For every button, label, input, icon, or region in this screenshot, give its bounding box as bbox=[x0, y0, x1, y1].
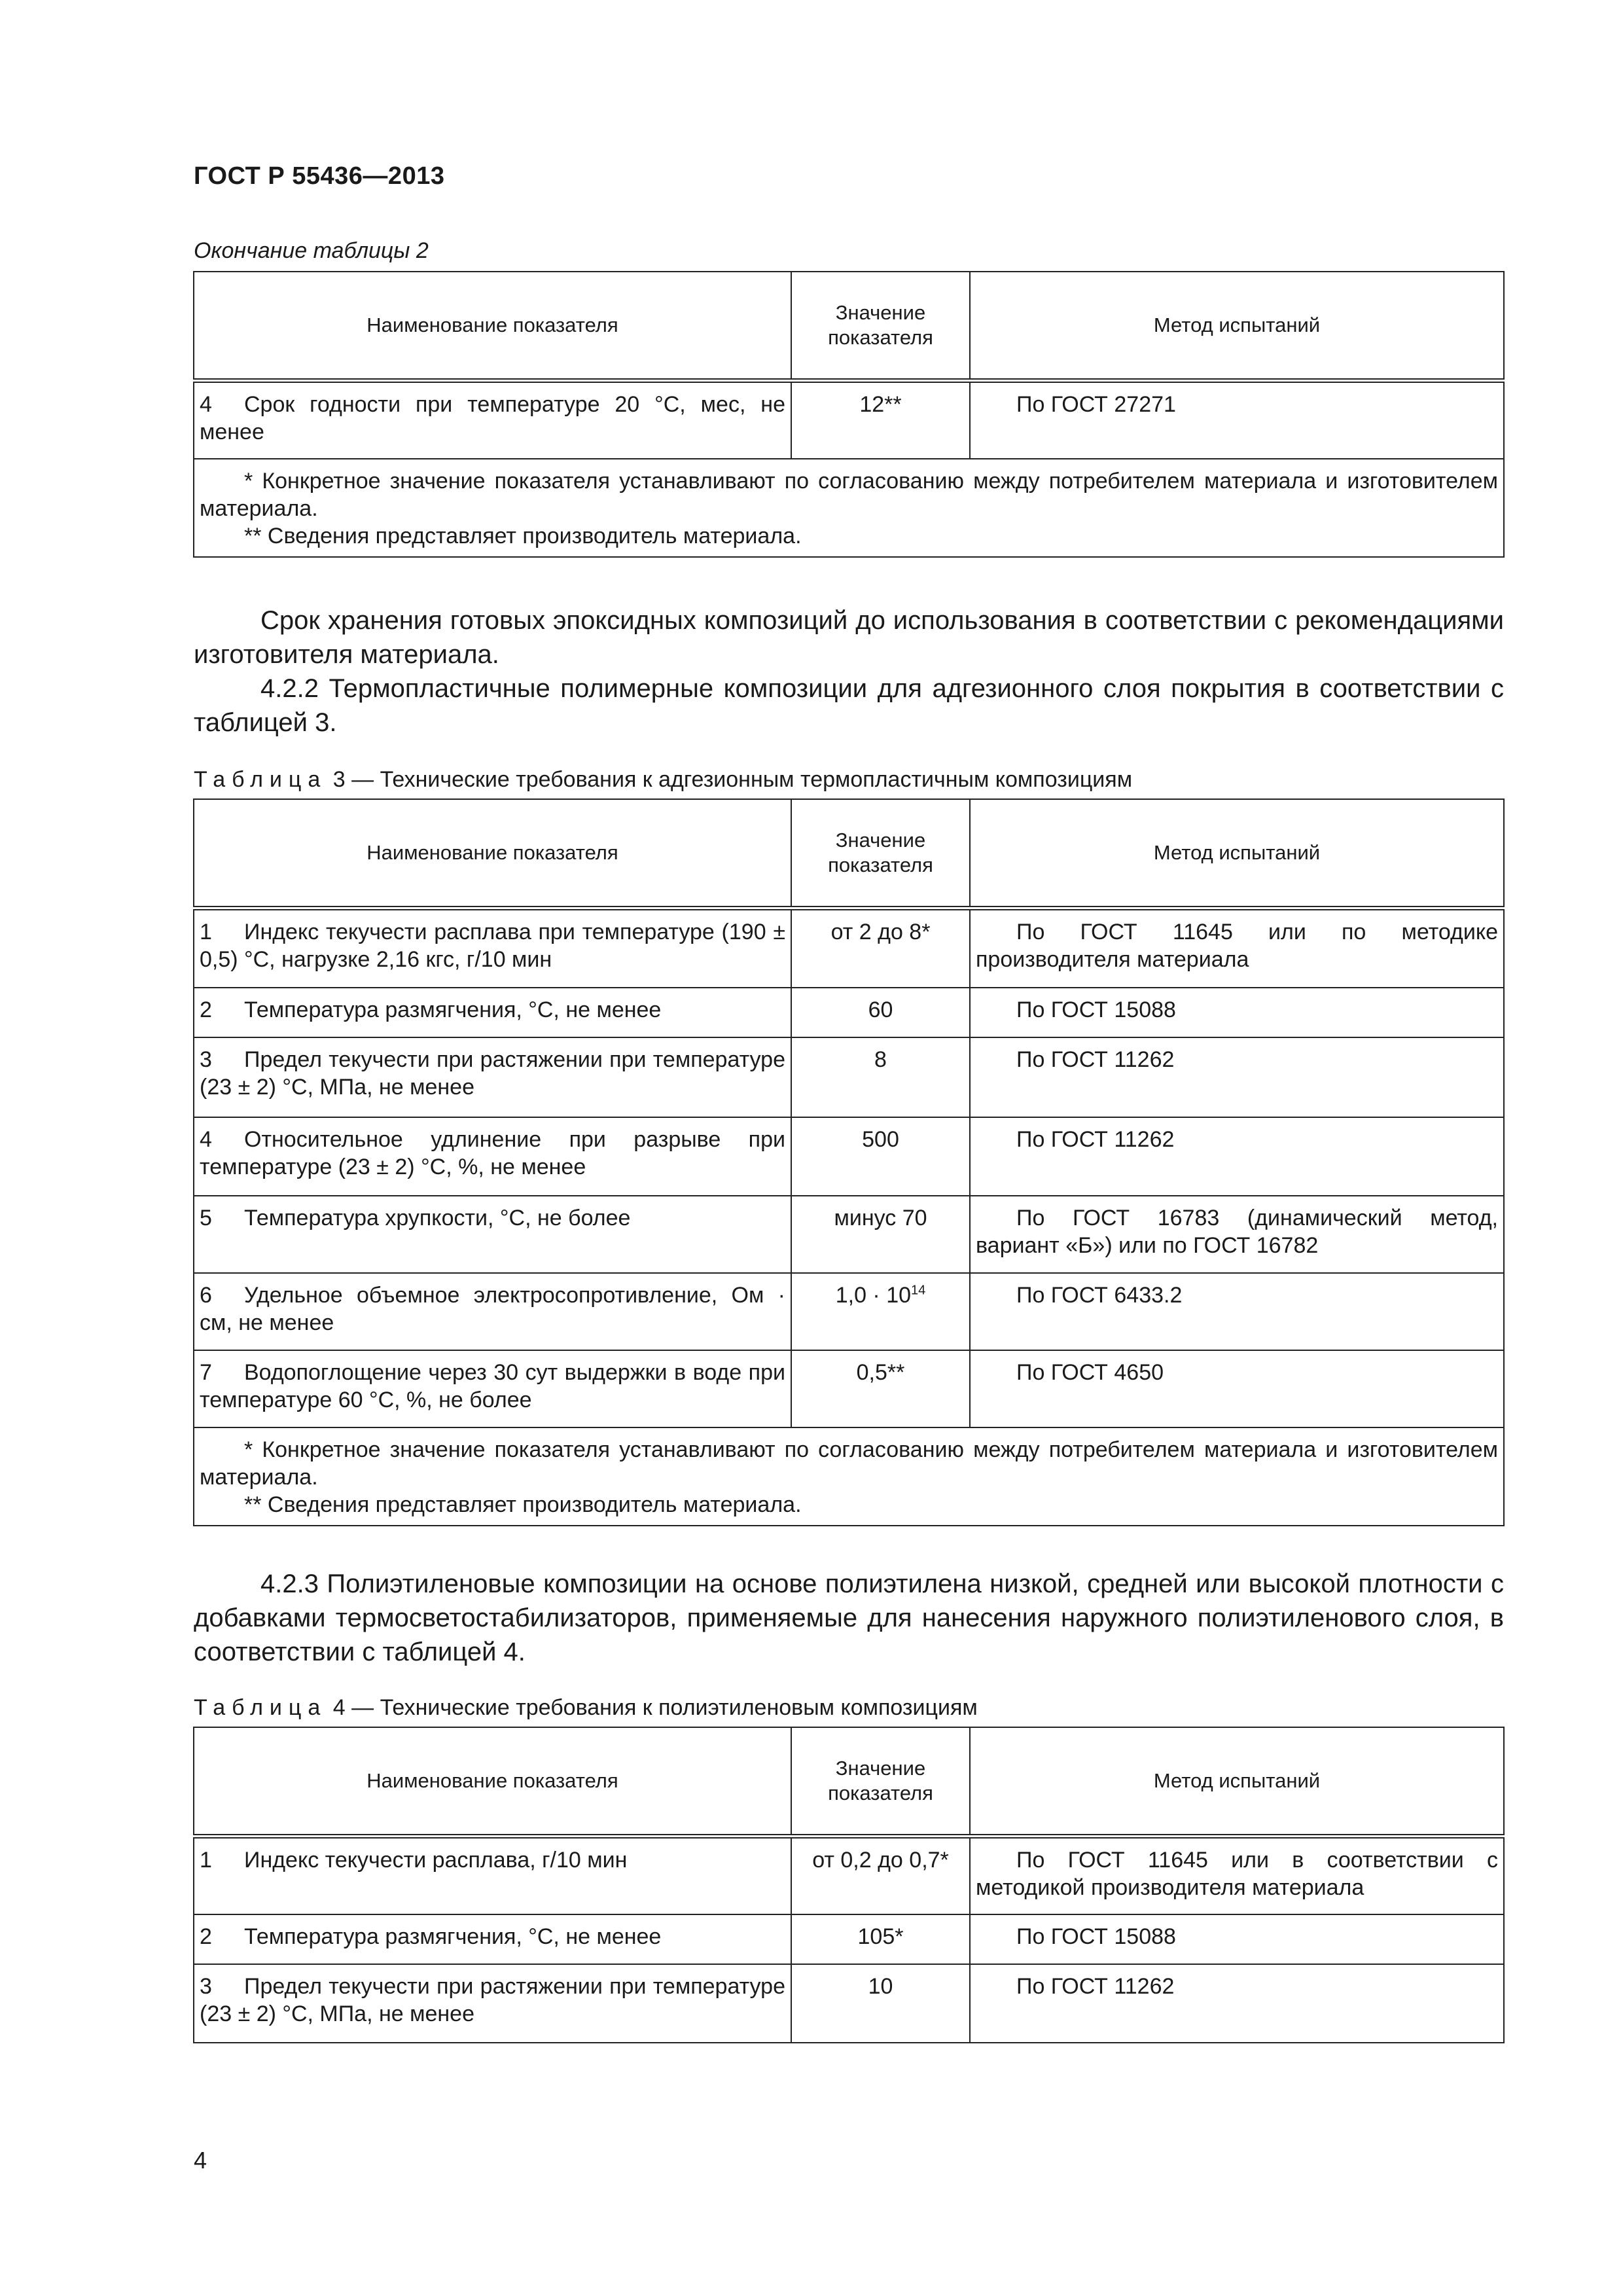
table-4 bbox=[193, 1727, 1505, 2043]
column-header-name: Наименование показателя bbox=[194, 272, 791, 380]
table3-caption-label: Таблица bbox=[194, 767, 327, 792]
row-name-cell bbox=[194, 1117, 791, 1196]
row-number: 1 bbox=[200, 919, 212, 944]
row-number: 4 bbox=[200, 391, 212, 417]
table-2 bbox=[193, 271, 1505, 558]
table4-caption-text: 4 — Технические требования к полиэтиленовым композициям bbox=[332, 1695, 978, 1720]
table2-header-row bbox=[194, 272, 1504, 380]
row-name: Предел текучести при растяжении при температуре (23 ± 2) °С, МПа, не менее bbox=[200, 1047, 785, 1100]
row-value: минус 70 bbox=[791, 1196, 970, 1273]
row-method-cell bbox=[970, 380, 1504, 459]
row-number: 1 bbox=[200, 1847, 212, 1873]
row-method-cell bbox=[970, 1037, 1504, 1117]
table3-caption bbox=[194, 767, 1132, 793]
row-number: 4 bbox=[200, 1127, 212, 1152]
table-row bbox=[194, 1350, 1504, 1427]
note-1: * Конкретное значение показателя устанавливают по согласованию между потребителем материала и изготовителем материала. bbox=[200, 1437, 1498, 1490]
row-method: По ГОСТ 27271 bbox=[1016, 391, 1176, 417]
paragraph-4-2-2: 4.2.2 Термопластичные полимерные композиции для адгезионного слоя покрытия в соответствии с таблицей 3. bbox=[194, 674, 1504, 737]
table2-notes-row bbox=[194, 459, 1504, 557]
row-value: 500 bbox=[791, 1117, 970, 1196]
row-value: 60 bbox=[791, 988, 970, 1037]
row-name-cell bbox=[194, 1196, 791, 1273]
table3-notes-row bbox=[194, 1427, 1504, 1526]
row-value: от 2 до 8* bbox=[791, 908, 970, 988]
row-name-cell bbox=[194, 1037, 791, 1117]
table2-notes bbox=[194, 459, 1504, 557]
row-number: 6 bbox=[200, 1283, 212, 1308]
row-name-cell bbox=[194, 1914, 791, 1964]
paragraph-storage: Срок хранения готовых эпоксидных композиций до использования в соответствии с рекомендациями изготовителя материала. bbox=[194, 606, 1504, 669]
column-header-method: Метод испытаний bbox=[970, 272, 1504, 380]
row-method: По ГОСТ 11262 bbox=[1016, 1127, 1175, 1152]
row-method: По ГОСТ 11262 bbox=[1016, 1047, 1175, 1072]
table4-caption-label: Таблица bbox=[194, 1695, 327, 1720]
row-method-cell bbox=[970, 988, 1504, 1037]
table3-caption-text: 3 — Технические требования к адгезионным термопластичным композициям bbox=[332, 767, 1133, 792]
row-name-cell bbox=[194, 1350, 791, 1427]
table-3 bbox=[193, 798, 1505, 1526]
row-method: По ГОСТ 6433.2 bbox=[1016, 1283, 1183, 1308]
table-row bbox=[194, 988, 1504, 1037]
row-name: Срок годности при температуре 20 °С, мес, не менее bbox=[200, 391, 785, 444]
note-2: ** Сведения представляет производитель материала. bbox=[244, 524, 802, 548]
table-row bbox=[194, 908, 1504, 988]
paragraph-4-2-3: 4.2.3 Полиэтиленовые композиции на основе полиэтилена низкой, средней или высокой плотности с добавками термосветостабилизаторов, применяемые для нанесения наружного полиэтиленового слоя, в соответствии с таблицей 4. bbox=[194, 1570, 1504, 1666]
row-name: Удельное объемное электросопротивление, Ом · см, не менее bbox=[200, 1283, 785, 1335]
row-value: 12** bbox=[791, 380, 970, 459]
table-row bbox=[194, 1117, 1504, 1196]
note-1: * Конкретное значение показателя устанавливают по согласованию между потребителем материала и изготовителем материала. bbox=[200, 469, 1498, 521]
row-name-cell bbox=[194, 988, 791, 1037]
row-number: 2 bbox=[200, 997, 212, 1022]
row-value-exponent: 14 bbox=[911, 1283, 926, 1298]
table-row bbox=[194, 1196, 1504, 1273]
table3-notes bbox=[194, 1427, 1504, 1526]
row-value-base: 1,0 · 10 bbox=[835, 1283, 912, 1308]
table-row bbox=[194, 380, 1504, 459]
document-header: ГОСТ Р 55436—2013 bbox=[194, 162, 445, 190]
table-row bbox=[194, 1914, 1504, 1964]
row-number: 5 bbox=[200, 1206, 212, 1230]
row-method: По ГОСТ 11262 bbox=[1016, 1974, 1175, 1999]
row-number: 3 bbox=[200, 1047, 212, 1072]
table3-header-row bbox=[194, 799, 1504, 908]
row-method-cell bbox=[970, 1117, 1504, 1196]
column-header-method: Метод испытаний bbox=[970, 1727, 1504, 1836]
row-name-cell bbox=[194, 908, 791, 988]
table-row bbox=[194, 1037, 1504, 1117]
column-header-value: Значение показателя bbox=[791, 272, 970, 380]
row-name-cell bbox=[194, 1273, 791, 1350]
page-number: 4 bbox=[194, 2147, 207, 2174]
row-name: Относительное удлинение при разрыве при температуре (23 ± 2) °С, %, не менее bbox=[200, 1127, 785, 1179]
row-value-cell bbox=[791, 1273, 970, 1350]
table-row bbox=[194, 1964, 1504, 2043]
row-method-cell bbox=[970, 908, 1504, 988]
note-2: ** Сведения представляет производитель материала. bbox=[244, 1492, 802, 1517]
row-method-cell bbox=[970, 1914, 1504, 1964]
table-row bbox=[194, 1273, 1504, 1350]
row-number: 3 bbox=[200, 1974, 212, 1999]
row-value: 10 bbox=[791, 1964, 970, 2043]
row-method-cell bbox=[970, 1350, 1504, 1427]
row-name: Температура размягчения, °С, не менее bbox=[244, 997, 662, 1022]
row-name: Предел текучести при растяжении при температуре (23 ± 2) °С, МПа, не менее bbox=[200, 1974, 785, 2026]
column-header-value: Значение показателя bbox=[791, 799, 970, 908]
row-method: По ГОСТ 4650 bbox=[1016, 1360, 1164, 1385]
row-value: 8 bbox=[791, 1037, 970, 1117]
row-name-cell bbox=[194, 1836, 791, 1914]
row-method: По ГОСТ 11645 или в соответствии с методикой производителя материала bbox=[976, 1847, 1498, 1900]
row-name: Температура хрупкости, °С, не более bbox=[244, 1206, 631, 1230]
column-header-name: Наименование показателя bbox=[194, 1727, 791, 1836]
row-name: Индекс текучести расплава при температуре (190 ± 0,5) °С, нагрузке 2,16 кгс, г/10 мин bbox=[200, 919, 785, 972]
row-name-cell bbox=[194, 1964, 791, 2043]
table4-caption bbox=[194, 1695, 978, 1721]
row-name: Температура размягчения, °С, не менее bbox=[244, 1924, 662, 1949]
row-method: По ГОСТ 11645 или по методике производителя материала bbox=[976, 919, 1498, 972]
row-method: По ГОСТ 15088 bbox=[1016, 997, 1176, 1022]
row-name: Индекс текучести расплава, г/10 мин bbox=[244, 1847, 628, 1873]
column-header-method: Метод испытаний bbox=[970, 799, 1504, 908]
row-value: 0,5** bbox=[791, 1350, 970, 1427]
row-method-cell bbox=[970, 1273, 1504, 1350]
table2-caption: Окончание таблицы 2 bbox=[194, 238, 429, 263]
row-method-cell bbox=[970, 1836, 1504, 1914]
row-value: 105* bbox=[791, 1914, 970, 1964]
column-header-name: Наименование показателя bbox=[194, 799, 791, 908]
row-name-cell bbox=[194, 380, 791, 459]
row-method: По ГОСТ 15088 bbox=[1016, 1924, 1176, 1949]
table4-header-row bbox=[194, 1727, 1504, 1836]
row-number: 7 bbox=[200, 1360, 212, 1385]
row-method: По ГОСТ 16783 (динамический метод, вариант «Б») или по ГОСТ 16782 bbox=[976, 1206, 1498, 1258]
row-name: Водопоглощение через 30 сут выдержки в воде при температуре 60 °С, %, не более bbox=[200, 1360, 785, 1412]
row-number: 2 bbox=[200, 1924, 212, 1949]
row-value: от 0,2 до 0,7* bbox=[791, 1836, 970, 1914]
table-row bbox=[194, 1836, 1504, 1914]
row-method-cell bbox=[970, 1196, 1504, 1273]
column-header-value: Значение показателя bbox=[791, 1727, 970, 1836]
row-method-cell bbox=[970, 1964, 1504, 2043]
